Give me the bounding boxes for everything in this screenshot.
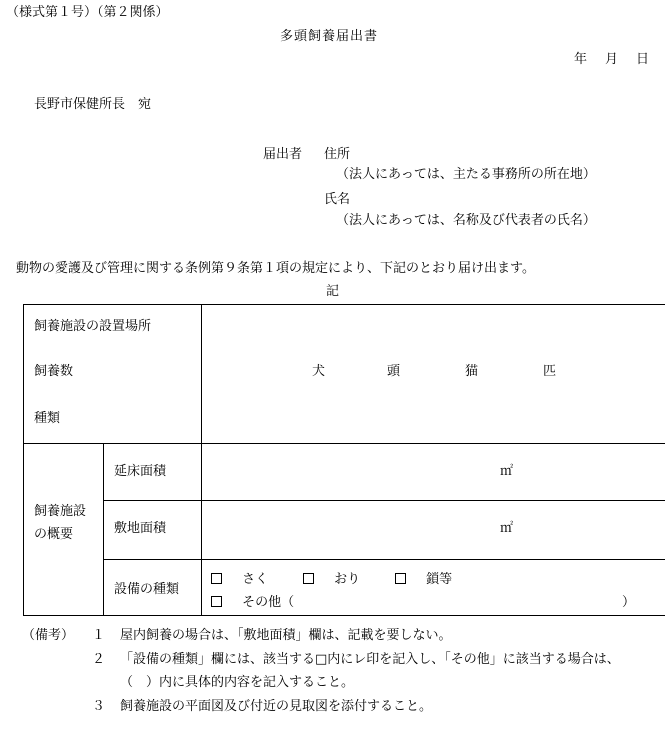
dog-label: 犬 (312, 364, 326, 379)
location-label: 飼養施設の設置場所 (34, 319, 152, 334)
fence-option[interactable] (211, 573, 268, 586)
note-2-number: ２ (92, 652, 106, 667)
site-area-unit: ㎡ (500, 521, 514, 536)
date-day: 日 (636, 52, 650, 67)
note-3-text: 飼養施設の平面図及び付近の見取図を添付すること。 (120, 699, 433, 714)
notes-heading: （備考） (22, 628, 75, 643)
address-label: 住所 (324, 147, 351, 162)
fence-checkbox[interactable] (211, 573, 222, 584)
chain-option[interactable] (395, 573, 452, 586)
table-divider-floor (103, 500, 665, 501)
name-label: 氏名 (324, 192, 351, 207)
count-label: 飼養数 (34, 364, 74, 379)
other-checkbox[interactable] (211, 596, 222, 607)
table-inner-divider (103, 443, 104, 616)
table-divider-site (103, 559, 665, 560)
ki-label: 記 (326, 284, 340, 299)
floor-area-unit: ㎡ (500, 464, 514, 479)
facility-label-line1: 飼養施設 (34, 504, 87, 519)
other-label: その他（ (242, 595, 295, 610)
cat-label: 猫 (465, 364, 479, 379)
cage-label: おり (334, 572, 361, 587)
form-number: （様式第１号）（第２関係） (6, 5, 169, 20)
cage-option[interactable] (303, 573, 360, 586)
note-3-number: ３ (92, 699, 106, 714)
type-label: 種類 (34, 411, 61, 426)
site-area-label: 敷地面積 (114, 521, 167, 536)
equipment-label: 設備の種類 (114, 582, 180, 597)
fence-label: さく (242, 572, 269, 587)
note-2-continuation: （ ）内に具体的内容を記入すること。 (120, 675, 355, 690)
address-note: （法人にあっては、主たる事務所の所在地） (336, 167, 596, 182)
date-month: 月 (605, 52, 619, 67)
date-year: 年 (574, 52, 588, 67)
note-1-text: 屋内飼養の場合は、「敷地面積」欄は、記載を要しない。 (120, 628, 452, 643)
table-bottom-border (23, 615, 665, 616)
chain-checkbox[interactable] (395, 573, 406, 584)
facility-label-line2: の概要 (34, 527, 74, 542)
name-note: （法人にあっては、名称及び代表者の氏名） (336, 213, 596, 228)
page-title: 多頭飼養届出書 (280, 29, 379, 44)
floor-area-label: 延床面積 (114, 464, 167, 479)
note-2-text: 「設備の種類」欄には、該当する□内にレ印を記入し、「その他」に該当する場合は、 (120, 652, 620, 667)
table-value-divider (201, 304, 202, 616)
other-option[interactable] (211, 596, 294, 609)
cat-unit: 匹 (543, 364, 557, 379)
addressee: 長野市保健所長 宛 (34, 97, 152, 112)
table-left-border (23, 304, 24, 616)
other-close-paren: ） (622, 595, 636, 610)
statement: 動物の愛護及び管理に関する条例第９条第１項の規定により、下記のとおり届け出ます。 (16, 261, 535, 276)
applicant-label: 届出者 (263, 147, 303, 162)
table-top-border (23, 304, 665, 305)
dog-unit: 頭 (387, 364, 401, 379)
chain-label: 鎖等 (426, 572, 453, 587)
note-1-number: １ (92, 628, 106, 643)
table-divider-main (23, 443, 665, 444)
cage-checkbox[interactable] (303, 573, 314, 584)
